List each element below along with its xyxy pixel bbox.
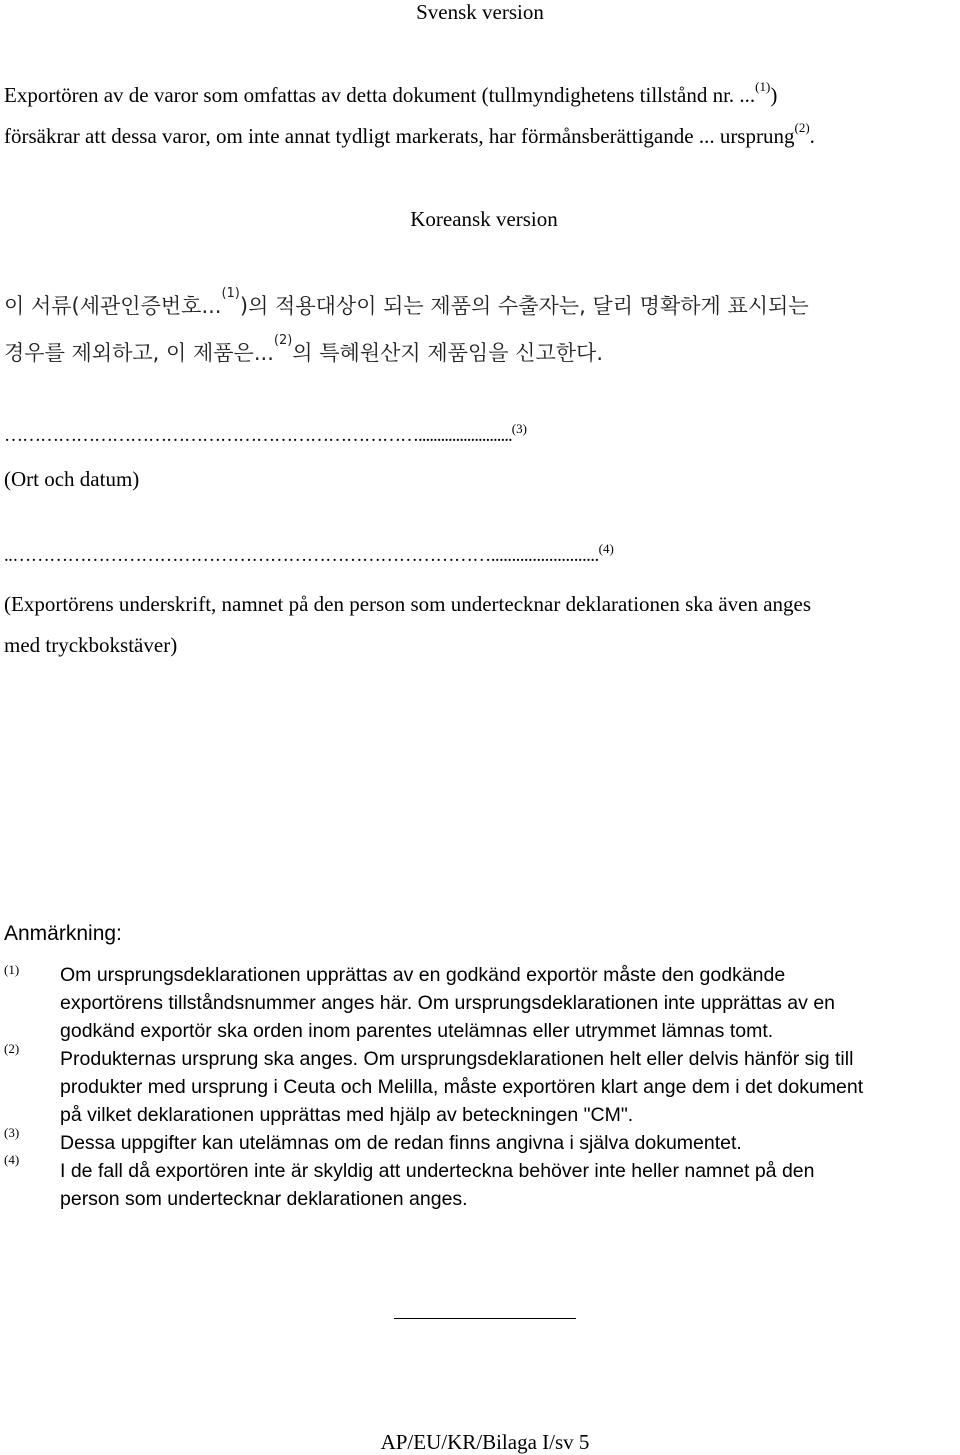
- note-line: person som undertecknar deklarationen anges.: [60, 1188, 468, 1210]
- swedish-line2-end: .: [809, 124, 815, 148]
- korean-heading: Koreansk version: [410, 207, 558, 231]
- footer-divider: [394, 1318, 576, 1319]
- place-date-field: [4, 421, 527, 447]
- swedish-line1-text: Exportören av de varor som omfattas av detta dokument (tullmyndighetens tillstånd nr. ...: [4, 83, 756, 107]
- korean-line1-text-a: 이 서류(세관인증번호...: [4, 294, 222, 318]
- footnote-ref-1: (1): [755, 79, 771, 94]
- swedish-line2-text: försäkrar att dessa varor, om inte annat tydligt markerats, har förmånsberättigande ... ursprung: [4, 124, 795, 148]
- note-line: exportörens tillståndsnummer anges här. Om ursprungsdeklarationen inte upprättas av en: [60, 992, 836, 1014]
- note-marker-1: (1): [4, 962, 20, 977]
- page-reference: AP/EU/KR/Bilaga I/sv 5: [380, 1430, 590, 1454]
- note-line: på vilket deklarationen upprättas med hjälp av beteckningen "CM".: [60, 1104, 634, 1126]
- note-line: Dessa uppgifter kan utelämnas om de redan finns angivna i själva dokumentet.: [60, 1132, 742, 1154]
- swedish-declaration-line-2: [4, 120, 815, 149]
- note-line: I de fall då exportören inte är skyldig att underteckna behöver inte heller namnet på den: [60, 1160, 815, 1182]
- korean-line2-text-a: 경우를 제외하고, 이 제품은...: [4, 341, 274, 365]
- swedish-line1-end: ): [770, 83, 778, 107]
- korean-declaration-line-2: [4, 333, 604, 367]
- place-date-dots: …………………………………………………………….........................: [4, 425, 512, 446]
- korean-line1-text-b: )의 적용대상이 되는 제품의 수출자는, 달리 명확하게 표시되는: [239, 294, 809, 318]
- place-date-label: (Ort och datum): [4, 467, 140, 491]
- note-line: Om ursprungsdeklarationen upprättas av en godkänd exportör måste den godkände: [60, 964, 786, 986]
- signature-field: [4, 541, 614, 567]
- note-line: produkter med ursprung i Ceuta och Melilla, måste exportören klart ange dem i det dokument: [60, 1076, 864, 1098]
- swedish-heading: Svensk version: [416, 0, 544, 24]
- korean-declaration-line-1: [4, 286, 809, 320]
- korean-footnote-ref-1: (1): [221, 286, 240, 301]
- korean-line2-text-b: 의 특혜원산지 제품임을 신고한다.: [292, 341, 604, 365]
- note-line: godkänd exportör ska orden inom parentes utelämnas eller utrymmet lämnas tomt.: [60, 1020, 774, 1042]
- footnote-ref-2: (2): [794, 120, 810, 135]
- swedish-declaration-line-1: [4, 79, 778, 108]
- footnote-ref-4: (4): [598, 541, 614, 556]
- notes-heading: Anmärkning:: [4, 922, 122, 945]
- signature-label-line-1: (Exportörens underskrift, namnet på den person som undertecknar deklarationen ska även anges: [4, 592, 812, 616]
- footnote-ref-3: (3): [511, 421, 527, 436]
- signature-label-line-2: med tryckbokstäver): [4, 633, 178, 657]
- note-marker-3: (3): [4, 1125, 20, 1140]
- signature-dots: ..……………………………………………………………………..........................: [4, 545, 599, 566]
- note-line: Produkternas ursprung ska anges. Om ursprungsdeklarationen helt eller delvis hänför sig till: [60, 1048, 854, 1070]
- note-marker-4: (4): [4, 1152, 20, 1167]
- note-marker-2: (2): [4, 1041, 20, 1056]
- korean-footnote-ref-2: (2): [273, 333, 293, 348]
